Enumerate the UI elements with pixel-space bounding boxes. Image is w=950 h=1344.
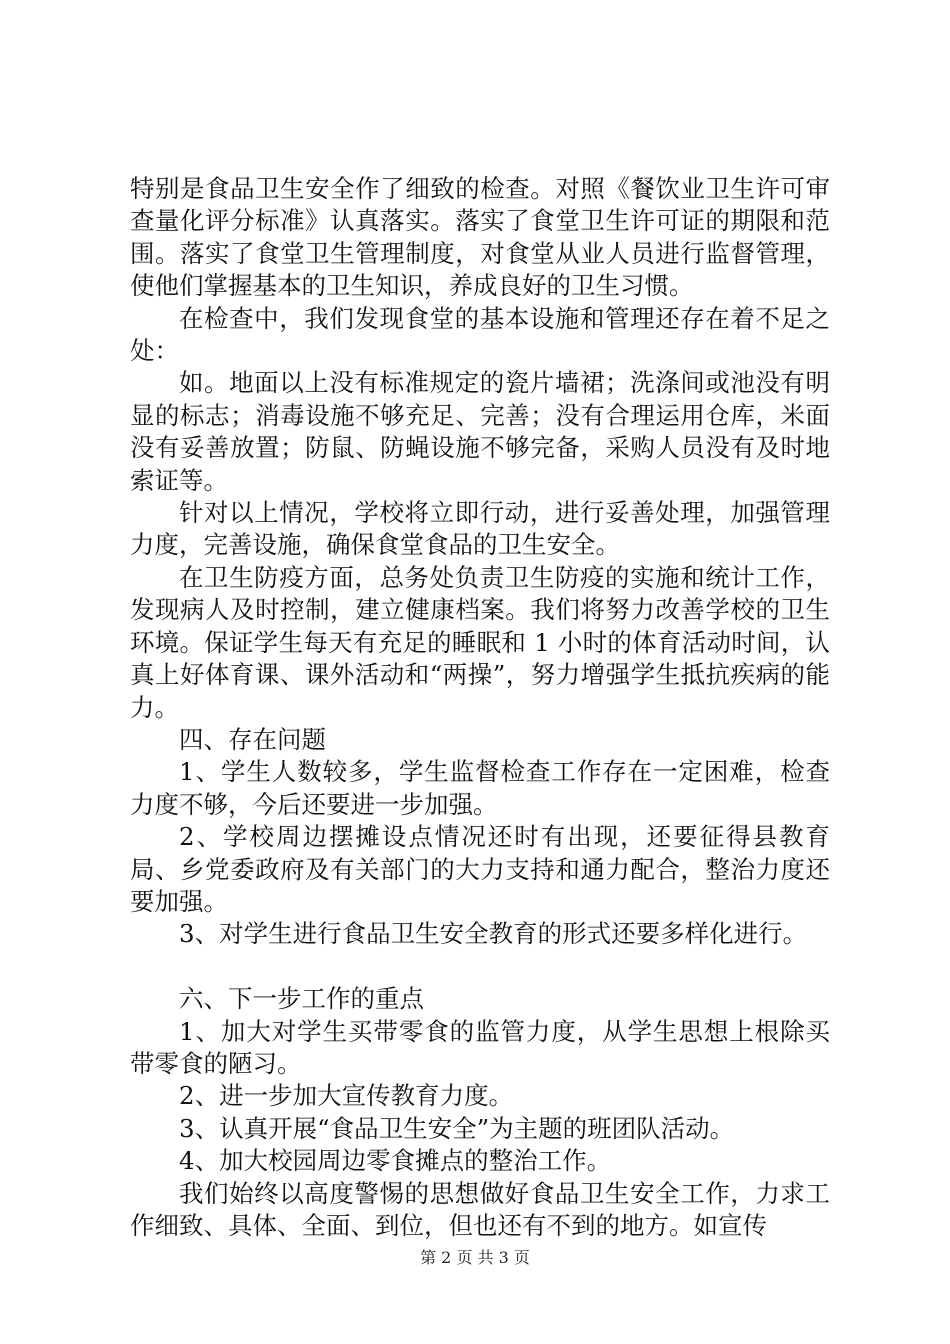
paragraph: 在卫生防疫方面，总务处负责卫生防疫的实施和统计工作，发现病人及时控制，建立健康档案。我们将努力改善学校的卫生环境。保证学生每天有充足的睡眠和 1 小时的体育活动时间，认真上好体育课、课外活动和“两操”，努力增强学生抵抗疾病的能力。 — [130, 562, 830, 722]
paragraph: 3、认真开展“食品卫生安全”为主题的班团队活动。 — [179, 1113, 735, 1143]
blank-line — [130, 951, 830, 983]
paragraph: 特别是食品卫生安全作了细致的检查。对照《餐饮业卫生许可审查量化评分标准》认真落实。落实了食堂卫生许可证的期限和范围。落实了食堂卫生管理制度，对食堂从业人员进行监督管理，使他们掌握基本的卫生知识，养成良好的卫生习惯。 — [130, 174, 830, 301]
paragraph: 3、对学生进行食品卫生安全教育的形式还要多样化进行。 — [179, 919, 808, 949]
paragraph: 我们始终以高度警惕的思想做好食品卫生安全工作，力求工作细致、具体、全面、到位，但也还有不到的地方。如宣传 — [130, 1178, 830, 1240]
paragraph: 1、学生人数较多，学生监督检查工作存在一定困难，检查力度不够，今后还要进一步加强。 — [130, 757, 830, 819]
paragraph: 2、进一步加大宣传教育力度。 — [179, 1081, 514, 1111]
paragraph: 在检查中，我们发现食堂的基本设施和管理还存在着不足之处： — [130, 303, 830, 366]
paragraph: 4、加大校园周边零食摊点的整治工作。 — [179, 1146, 612, 1176]
paragraph: 针对以上情况，学校将立即行动，进行妥善处理，加强管理力度，完善设施，确保食堂食品的卫生安全。 — [130, 498, 830, 560]
page-footer: 第 2 页 共 3 页 — [420, 1248, 530, 1267]
paragraph: 2、学校周边摆摊设点情况还时有出现，还要征得县教育局、乡党委政府及有关部门的大力支持和通力配合，整治力度还要加强。 — [130, 822, 830, 916]
paragraph: 四、存在问题 — [179, 724, 326, 754]
paragraph: 如。地面以上没有标准规定的瓷片墙裙；洗涤间或池没有明显的标志；消毒设施不够充足、完善；没有合理运用仓库，米面没有妥善放置；防鼠、防蝇设施不够完备，采购人员没有及时地索证等。 — [130, 368, 830, 495]
document-body — [130, 173, 830, 1242]
paragraph: 1、加大对学生买带零食的监管力度，从学生思想上根除买带零食的陋习。 — [130, 1016, 830, 1078]
paragraph: 六、下一步工作的重点 — [179, 984, 424, 1014]
